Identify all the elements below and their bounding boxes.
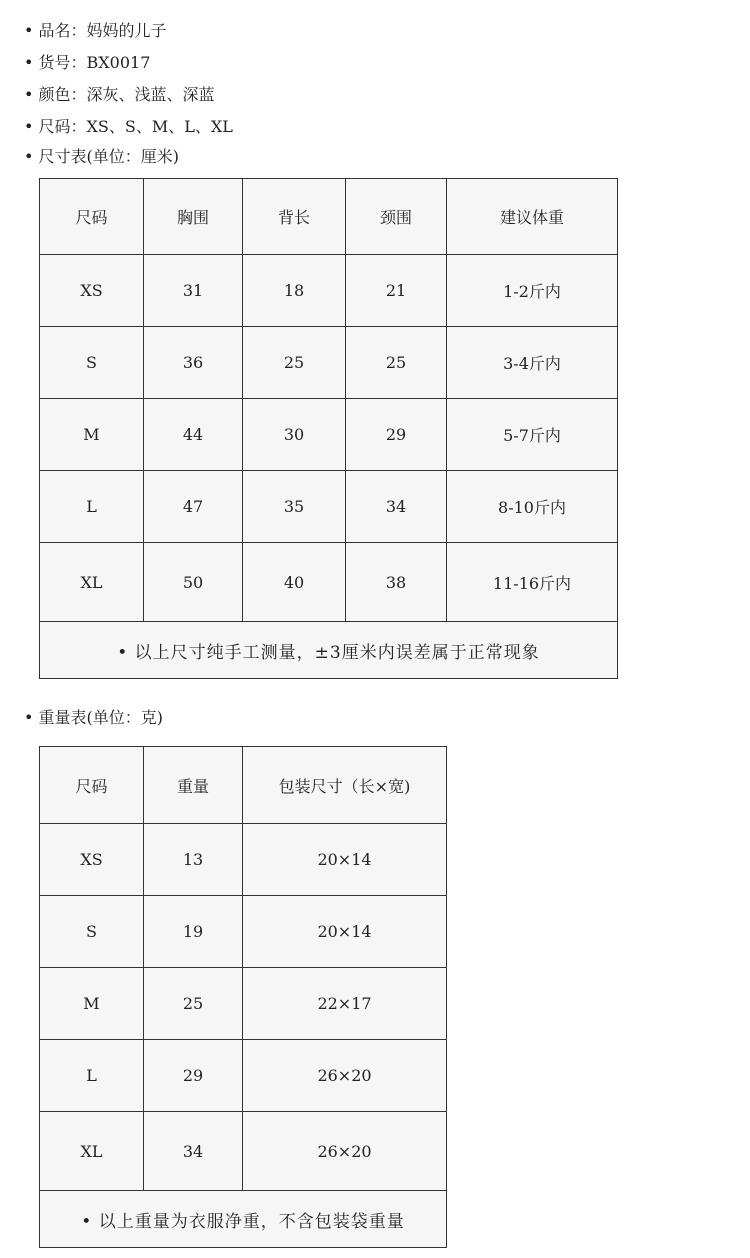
table-cell: 44	[144, 399, 243, 471]
table-cell: 3-4斤内	[447, 327, 618, 399]
table-cell: 19	[144, 896, 243, 968]
table-cell: 29	[346, 399, 447, 471]
table-cell: 34	[144, 1112, 243, 1191]
table-cell: 22×17	[243, 968, 447, 1040]
table-cell: 5-7斤内	[447, 399, 618, 471]
table-row	[40, 327, 618, 399]
size-table-note: • 以上尺寸纯手工测量，±3厘米内误差属于正常现象	[40, 622, 618, 679]
table-cell: M	[40, 399, 144, 471]
size-table-note-row	[40, 622, 618, 679]
weight-table-note-row	[40, 1191, 447, 1248]
table-cell: 20×14	[243, 896, 447, 968]
weight-table-note: • 以上重量为衣服净重，不含包装袋重量	[40, 1191, 447, 1248]
table-cell: 18	[243, 255, 346, 327]
table-row	[40, 255, 618, 327]
table-cell: 47	[144, 471, 243, 543]
colors-line: • 颜色：深灰、浅蓝、深蓝	[24, 85, 215, 104]
table-cell: 25	[243, 327, 346, 399]
table-cell: 20×14	[243, 824, 447, 896]
table-cell: 25	[144, 968, 243, 1040]
table-cell: S	[40, 896, 144, 968]
table-cell: 1-2斤内	[447, 255, 618, 327]
table-cell: 21	[346, 255, 447, 327]
table-row	[40, 471, 618, 543]
table-row	[40, 968, 447, 1040]
table-cell: 13	[144, 824, 243, 896]
size-table-header-row	[40, 179, 618, 255]
table-cell: 25	[346, 327, 447, 399]
sizes-line: • 尺码：XS、S、M、L、XL	[24, 117, 233, 136]
table-cell: 26×20	[243, 1040, 447, 1112]
table-row	[40, 399, 618, 471]
table-cell: 31	[144, 255, 243, 327]
table-row	[40, 896, 447, 968]
table-cell: 30	[243, 399, 346, 471]
size-table-header-cell: 尺码	[40, 179, 144, 255]
table-cell: S	[40, 327, 144, 399]
table-row	[40, 824, 447, 896]
table-cell: 38	[346, 543, 447, 622]
table-row	[40, 1040, 447, 1112]
table-row	[40, 1112, 447, 1191]
weight-table-title: • 重量表(单位：克)	[24, 708, 164, 727]
table-cell: 50	[144, 543, 243, 622]
weight-table-header-row	[40, 747, 447, 824]
weight-table-header-cell: 重量	[144, 747, 243, 824]
table-cell: L	[40, 1040, 144, 1112]
table-cell: 40	[243, 543, 346, 622]
weight-table-header-cell: 尺码	[40, 747, 144, 824]
size-table-header-cell: 背长	[243, 179, 346, 255]
size-table-header-cell: 胸围	[144, 179, 243, 255]
table-cell: XL	[40, 1112, 144, 1191]
table-cell: M	[40, 968, 144, 1040]
table-cell: 35	[243, 471, 346, 543]
table-cell: 26×20	[243, 1112, 447, 1191]
table-cell: XS	[40, 824, 144, 896]
weight-table	[39, 746, 447, 1248]
item-number-line: • 货号：BX0017	[24, 53, 151, 72]
table-cell: XS	[40, 255, 144, 327]
size-table-header-cell: 建议体重	[447, 179, 618, 255]
weight-table-header-cell: 包装尺寸（长×宽)	[243, 747, 447, 824]
size-table-header-cell: 颈围	[346, 179, 447, 255]
table-cell: 8-10斤内	[447, 471, 618, 543]
table-cell: 11-16斤内	[447, 543, 618, 622]
table-cell: 29	[144, 1040, 243, 1112]
table-cell: 34	[346, 471, 447, 543]
table-cell: 36	[144, 327, 243, 399]
size-table-title: • 尺寸表(单位：厘米)	[24, 147, 180, 166]
table-cell: XL	[40, 543, 144, 622]
table-row	[40, 543, 618, 622]
size-table	[39, 178, 618, 679]
table-cell: L	[40, 471, 144, 543]
product-name-line: • 品名：妈妈的儿子	[24, 21, 167, 40]
